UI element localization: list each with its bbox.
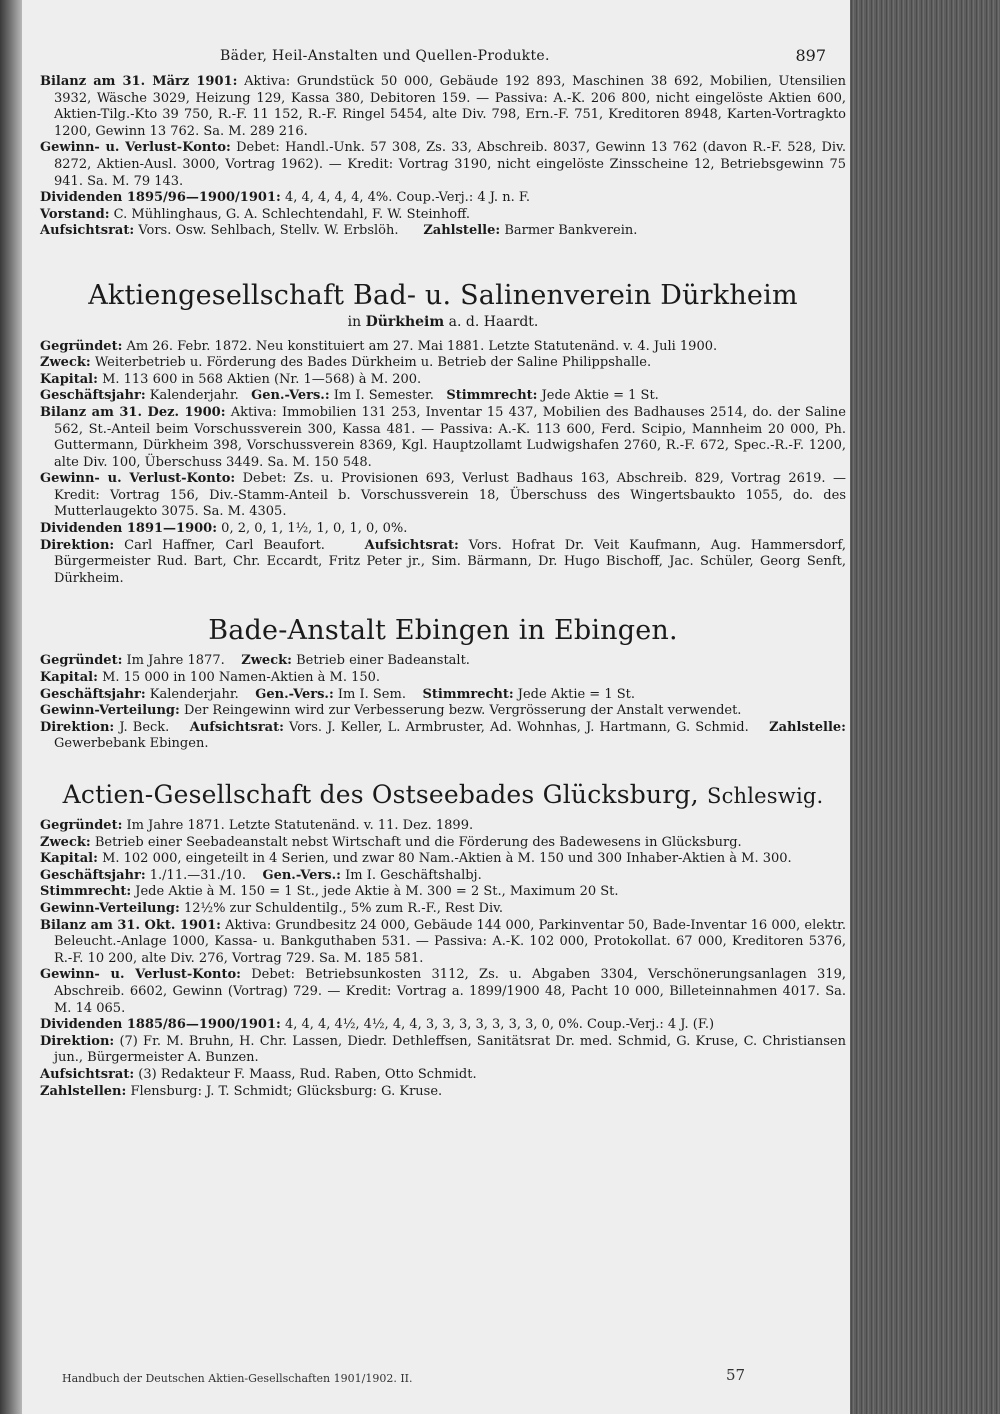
- entry-text: Weiterbetrieb u. Förderung des Bades Dürkheim u. Betrieb der Saline Philippshalle.: [94, 355, 652, 371]
- entry-kapital: [40, 372, 846, 389]
- entry-label: Geschäftsjahr:: [40, 867, 146, 883]
- entry-gegruendet: [40, 818, 846, 835]
- section-duerkheim: [40, 280, 846, 588]
- entry-dividenden: [40, 1017, 846, 1034]
- entry-text: Aktiva: Grundbesitz 24 000, Gebäude 144 000, Parkinventar 50, Bade-Inventar 16 000, elektr. Beleucht.-Anlage 1000, Kassa- u. Bankguthaben 531. — Passiva: A.-K. 102 000, Protokollat. 67 000, Kreditoren 5376, R.-F. 10 200, alte Div. 276, Vortrag 729. Sa. M. 185 581.: [54, 917, 846, 966]
- entry-label: Stimmrecht:: [40, 884, 132, 900]
- entry-label: Dividenden 1895/96—1900/1901:: [40, 190, 281, 206]
- entry-aufsichtsrat: [40, 223, 846, 240]
- section-gluecksburg: [40, 779, 846, 1100]
- entry-text: 4, 4, 4, 4½, 4½, 4, 4, 3, 3, 3, 3, 3, 3, 3, 0, 0%. Coup.-Verj.: 4 J. (F.): [284, 1017, 715, 1033]
- entry-text: (7) Fr. M. Bruhn, H. Chr. Lassen, Diedr. Dethleffsen, Sanitätsrat Dr. med. Schmid, G. Kruse, C. Christiansen jun., Bürgermeister A. Bunzen.: [54, 1033, 846, 1066]
- entry-label-stimmrecht: Stimmrecht:: [446, 388, 538, 404]
- entry-label-genvers: Gen.-Vers.:: [251, 388, 330, 404]
- entry-text-aufsichtsrat: Vors. Hofrat Dr. Veit Kaufmann, Aug. Hammersdorf, Bürgermeister Rud. Bart, Chr. Eccardt, Fritz Peter jr., Sim. Bärmann, Dr. Hugo Bischoff, Jac. Schüler, Georg Senft, Dürkheim.: [54, 537, 846, 586]
- book-binding-left: [0, 0, 22, 1414]
- entry-label: Gegründet:: [40, 818, 123, 833]
- entry-label-genvers: Gen.-Vers.:: [255, 686, 334, 702]
- entry-gegruendet: [40, 339, 846, 356]
- entry-zweck: [40, 835, 846, 852]
- company-title-suffix: Schleswig.: [706, 784, 824, 808]
- location-city: Dürkheim: [365, 313, 445, 330]
- entry-label: Direktion:: [40, 1033, 115, 1049]
- entry-text-genvers: Im I. Semester.: [333, 388, 434, 404]
- entry-label-stimmrecht: Stimmrecht:: [422, 686, 514, 702]
- entry-bilanz: [40, 405, 846, 471]
- entry-gewinn-verteilung: [40, 703, 846, 720]
- entry-text: M. 15 000 in 100 Namen-Aktien à M. 150.: [102, 670, 381, 686]
- entry-dividenden: [40, 521, 846, 538]
- entry-gewinn-verteilung: [40, 901, 846, 918]
- entry-label-zahlstelle: Zahlstelle:: [769, 719, 846, 735]
- entry-label: Aufsichtsrat:: [40, 223, 135, 239]
- entry-text: 0, 2, 0, 1, 1½, 1, 0, 1, 0, 0%.: [221, 521, 408, 537]
- entry-text: (3) Redakteur F. Maass, Rud. Raben, Otto Schmidt.: [138, 1066, 477, 1082]
- entry-direktion: [40, 720, 846, 753]
- entry-label: Geschäftsjahr:: [40, 388, 146, 404]
- page-text-area: [40, 48, 846, 1100]
- entry-dividenden: [40, 190, 846, 207]
- entry-text-zweck: Betrieb einer Badeanstalt.: [296, 653, 470, 669]
- entry-label: Vorstand:: [40, 206, 110, 222]
- entry-label: Gewinn- u. Verlust-Konto:: [40, 967, 241, 983]
- entry-label: Bilanz am 31. Dez. 1900:: [40, 404, 226, 420]
- entry-text: Debet: Betriebsunkosten 3112, Zs. u. Abgaben 3304, Verschönerungsanlagen 319, Abschreib. 6602, Gewinn (Vortrag) 729. — Kredit: Vortrag a. 1899/1900 48, Pacht 10 000, Billeteinnahmen 4017. Sa. M. 14 065.: [54, 967, 846, 1016]
- entry-direktion: [40, 1034, 846, 1067]
- entry-text: Der Reingewinn wird zur Verbesserung bezw. Vergrösserung der Anstalt verwendet.: [183, 703, 742, 719]
- entry-text: 4, 4, 4, 4, 4, 4%. Coup.-Verj.: 4 J. n. F.: [284, 190, 530, 206]
- entry-label: Bilanz am 31. Okt. 1901:: [40, 917, 221, 933]
- entry-label: Gewinn-Verteilung:: [40, 900, 180, 916]
- entry-text: Kalenderjahr.: [149, 686, 239, 702]
- entry-label-aufsichtsrat: Aufsichtsrat:: [189, 719, 284, 735]
- entry-label: Kapital:: [40, 670, 98, 686]
- running-head-title: Bäder, Heil-Anstalten und Quellen-Produkte.: [220, 48, 550, 64]
- entry-text: Im Jahre 1877.: [126, 653, 225, 669]
- entry-text: Jede Aktie à M. 150 = 1 St., jede Aktie à M. 300 = 2 St., Maximum 20 St.: [135, 884, 619, 900]
- entry-label-aufsichtsrat: Aufsichtsrat:: [364, 537, 459, 553]
- entry-label: Kapital:: [40, 851, 98, 867]
- location-prefix: in: [347, 313, 362, 330]
- entry-text: Debet: Handl.-Unk. 57 308, Zs. 33, Abschreib. 8037, Gewinn 13 762 (davon R.-F. 528, Div. 8272, Aktien-Ausl. 3000, Vortrag 1962). — Kredit: Vortrag 3190, nicht eingelöste Zinsscheine 12, Betriebsgewinn 75 941. Sa. M. 79 143.: [54, 140, 846, 189]
- entry-label: Zweck:: [40, 834, 91, 850]
- entry-text: Debet: Zs. u. Provisionen 693, Verlust Badhaus 163, Abschreib. 829, Vortrag 2619. — Kredit: Vortrag 156, Div.-Stamm-Anteil b. Vorschussverein 18, Überschuss des Wingertsbaukto 1055, do. des Mutterlaugekto 3075. Sa. M. 4305.: [54, 471, 846, 520]
- entry-label: Gewinn- u. Verlust-Konto:: [40, 471, 236, 487]
- entry-label: Dividenden 1885/86—1900/1901:: [40, 1017, 281, 1033]
- company-title: Bade-Anstalt Ebingen in Ebingen.: [208, 615, 678, 647]
- entry-geschaeftsjahr: [40, 868, 846, 885]
- page-number: 897: [795, 46, 826, 65]
- entry-gewinn-verlust: [40, 471, 846, 521]
- location-suffix: a. d. Haardt.: [448, 313, 539, 330]
- company-title-main: Actien-Gesellschaft des Ostseebades Glücksburg,: [62, 780, 699, 809]
- entry-text-zahlstelle: Gewerbebank Ebingen.: [54, 736, 209, 752]
- entry-label: Kapital:: [40, 371, 98, 387]
- entry-label: Gegründet:: [40, 338, 123, 354]
- entry-text-zahlstelle: Barmer Bankverein.: [504, 223, 638, 239]
- entry-text: Aktiva: Immobilien 131 253, Inventar 15 437, Mobilien des Badhauses 2514, do. der Saline 562, St.-Anteil beim Vorschussverein 300, Kassa 481. — Passiva: A.-K. 113 600, Ferd. Scipio, Mannheim 20 000, Ph. Guttermann, Dürkheim 398, Vorschussverein 8369, Kgl. Hauptzollamt Ludwigshafen 2760, R.-F. 672, Spec.-R.-F. 1200, alte Div. 100, Überschuss 3449. Sa. M. 150 548.: [54, 404, 846, 470]
- entry-aufsichtsrat: [40, 1067, 846, 1084]
- entry-text: C. Mühlinghaus, G. A. Schlechtendahl, F. W. Steinhoff.: [113, 206, 471, 222]
- entry-text: Vors. Osw. Sehlbach, Stellv. W. Erbslöh.: [138, 223, 399, 239]
- footer-sheet-number: 57: [726, 1366, 746, 1384]
- entry-label: Gewinn-Verteilung:: [40, 703, 180, 719]
- entry-label: Zahlstellen:: [40, 1083, 127, 1099]
- entry-bilanz: [40, 918, 846, 968]
- entry-gegruendet: [40, 653, 846, 670]
- entry-gewinn-verlust: [40, 967, 846, 1017]
- entry-geschaeftsjahr: [40, 687, 846, 704]
- entry-text-stimmrecht: Jede Aktie = 1 St.: [517, 686, 635, 702]
- page-footer: [62, 1366, 762, 1385]
- company-title: [40, 779, 846, 812]
- company-location: [40, 314, 846, 331]
- entry-kapital: [40, 851, 846, 868]
- entry-label: Geschäftsjahr:: [40, 686, 146, 702]
- entry-label: Gegründet:: [40, 653, 123, 669]
- entry-label-zahlstelle: Zahlstelle:: [423, 223, 501, 239]
- entry-label: Direktion:: [40, 537, 115, 553]
- entry-text-stimmrecht: Jede Aktie = 1 St.: [541, 388, 659, 404]
- entry-text: M. 102 000, eingeteilt in 4 Serien, und zwar 80 Nam.-Aktien à M. 150 und 300 Inhaber-Aktien à M. 300.: [102, 851, 792, 867]
- entry-label: Gewinn- u. Verlust-Konto:: [40, 140, 231, 156]
- entry-stimmrecht: [40, 884, 846, 901]
- entry-geschaeftsjahr: [40, 388, 846, 405]
- entry-text: Im Jahre 1871. Letzte Statutenänd. v. 11. Dez. 1899.: [126, 818, 474, 833]
- entry-label-zweck: Zweck:: [241, 653, 292, 669]
- entry-gewinn-verlust: [40, 140, 846, 190]
- entry-bilanz: [40, 74, 846, 140]
- entry-label: Dividenden 1891—1900:: [40, 521, 218, 537]
- entry-text: Am 26. Febr. 1872. Neu konstituiert am 27. Mai 1881. Letzte Statutenänd. v. 4. Juli 1900.: [126, 338, 718, 354]
- entry-zahlstellen: [40, 1084, 846, 1101]
- entry-text: Kalenderjahr.: [149, 388, 239, 404]
- entry-text: Aktiva: Grundstück 50 000, Gebäude 192 893, Maschinen 38 692, Mobilien, Utensilien 3932, Wäsche 3029, Heizung 129, Kassa 380, Debitoren 159. — Passiva: A.-K. 206 800, nicht eingelöste Aktien 600, Aktien-Tilg.-Kto 39 750, R.-F. 11 152, R.-F. Ringel 5454, alte Div. 798, Ern.-F. 751, Kreditoren 8948, Karten-Vortragkto 1200, Gewinn 13 762. Sa. M. 289 216.: [54, 74, 846, 139]
- entry-label: Direktion:: [40, 719, 115, 735]
- entry-text-genvers: Im I. Sem.: [337, 686, 406, 702]
- entry-label: Aufsichtsrat:: [40, 1066, 135, 1082]
- entry-label: Bilanz am 31. März 1901:: [40, 74, 238, 89]
- entry-zweck: [40, 355, 846, 372]
- entry-text: M. 113 600 in 568 Aktien (Nr. 1—568) à M. 200.: [102, 371, 422, 387]
- entry-text: Betrieb einer Seebadeanstalt nebst Wirtschaft und die Förderung des Badewesens in Glücksburg.: [94, 834, 742, 850]
- section-barmer-continued: [40, 74, 846, 240]
- entry-text: Carl Haffner, Carl Beaufort.: [124, 537, 325, 553]
- entry-text: Flensburg: J. T. Schmidt; Glücksburg: G. Kruse.: [130, 1083, 443, 1099]
- entry-label: Zweck:: [40, 355, 91, 371]
- entry-text: 1./11.—31./10.: [149, 867, 246, 883]
- entry-text: 12½% zur Schuldentilg., 5% zum R.-F., Rest Div.: [183, 900, 504, 916]
- section-ebingen: [40, 615, 846, 753]
- entry-direktion: [40, 538, 846, 588]
- footer-publication: Handbuch der Deutschen Aktien-Gesellschaften 1901/1902. II.: [62, 1372, 413, 1385]
- book-page-edges-right: [850, 0, 1000, 1414]
- running-head: [40, 48, 846, 74]
- entry-kapital: [40, 670, 846, 687]
- entry-text-aufsichtsrat: Vors. J. Keller, L. Armbruster, Ad. Wohnhas, J. Hartmann, G. Schmid.: [289, 719, 749, 735]
- entry-label-genvers: Gen.-Vers.:: [262, 867, 341, 883]
- entry-text-genvers: Im I. Geschäftshalbj.: [345, 867, 482, 883]
- entry-vorstand: [40, 207, 846, 224]
- entry-text: J. Beck.: [119, 719, 170, 735]
- company-title: Aktiengesellschaft Bad- u. Salinenverein Dürkheim: [88, 279, 798, 311]
